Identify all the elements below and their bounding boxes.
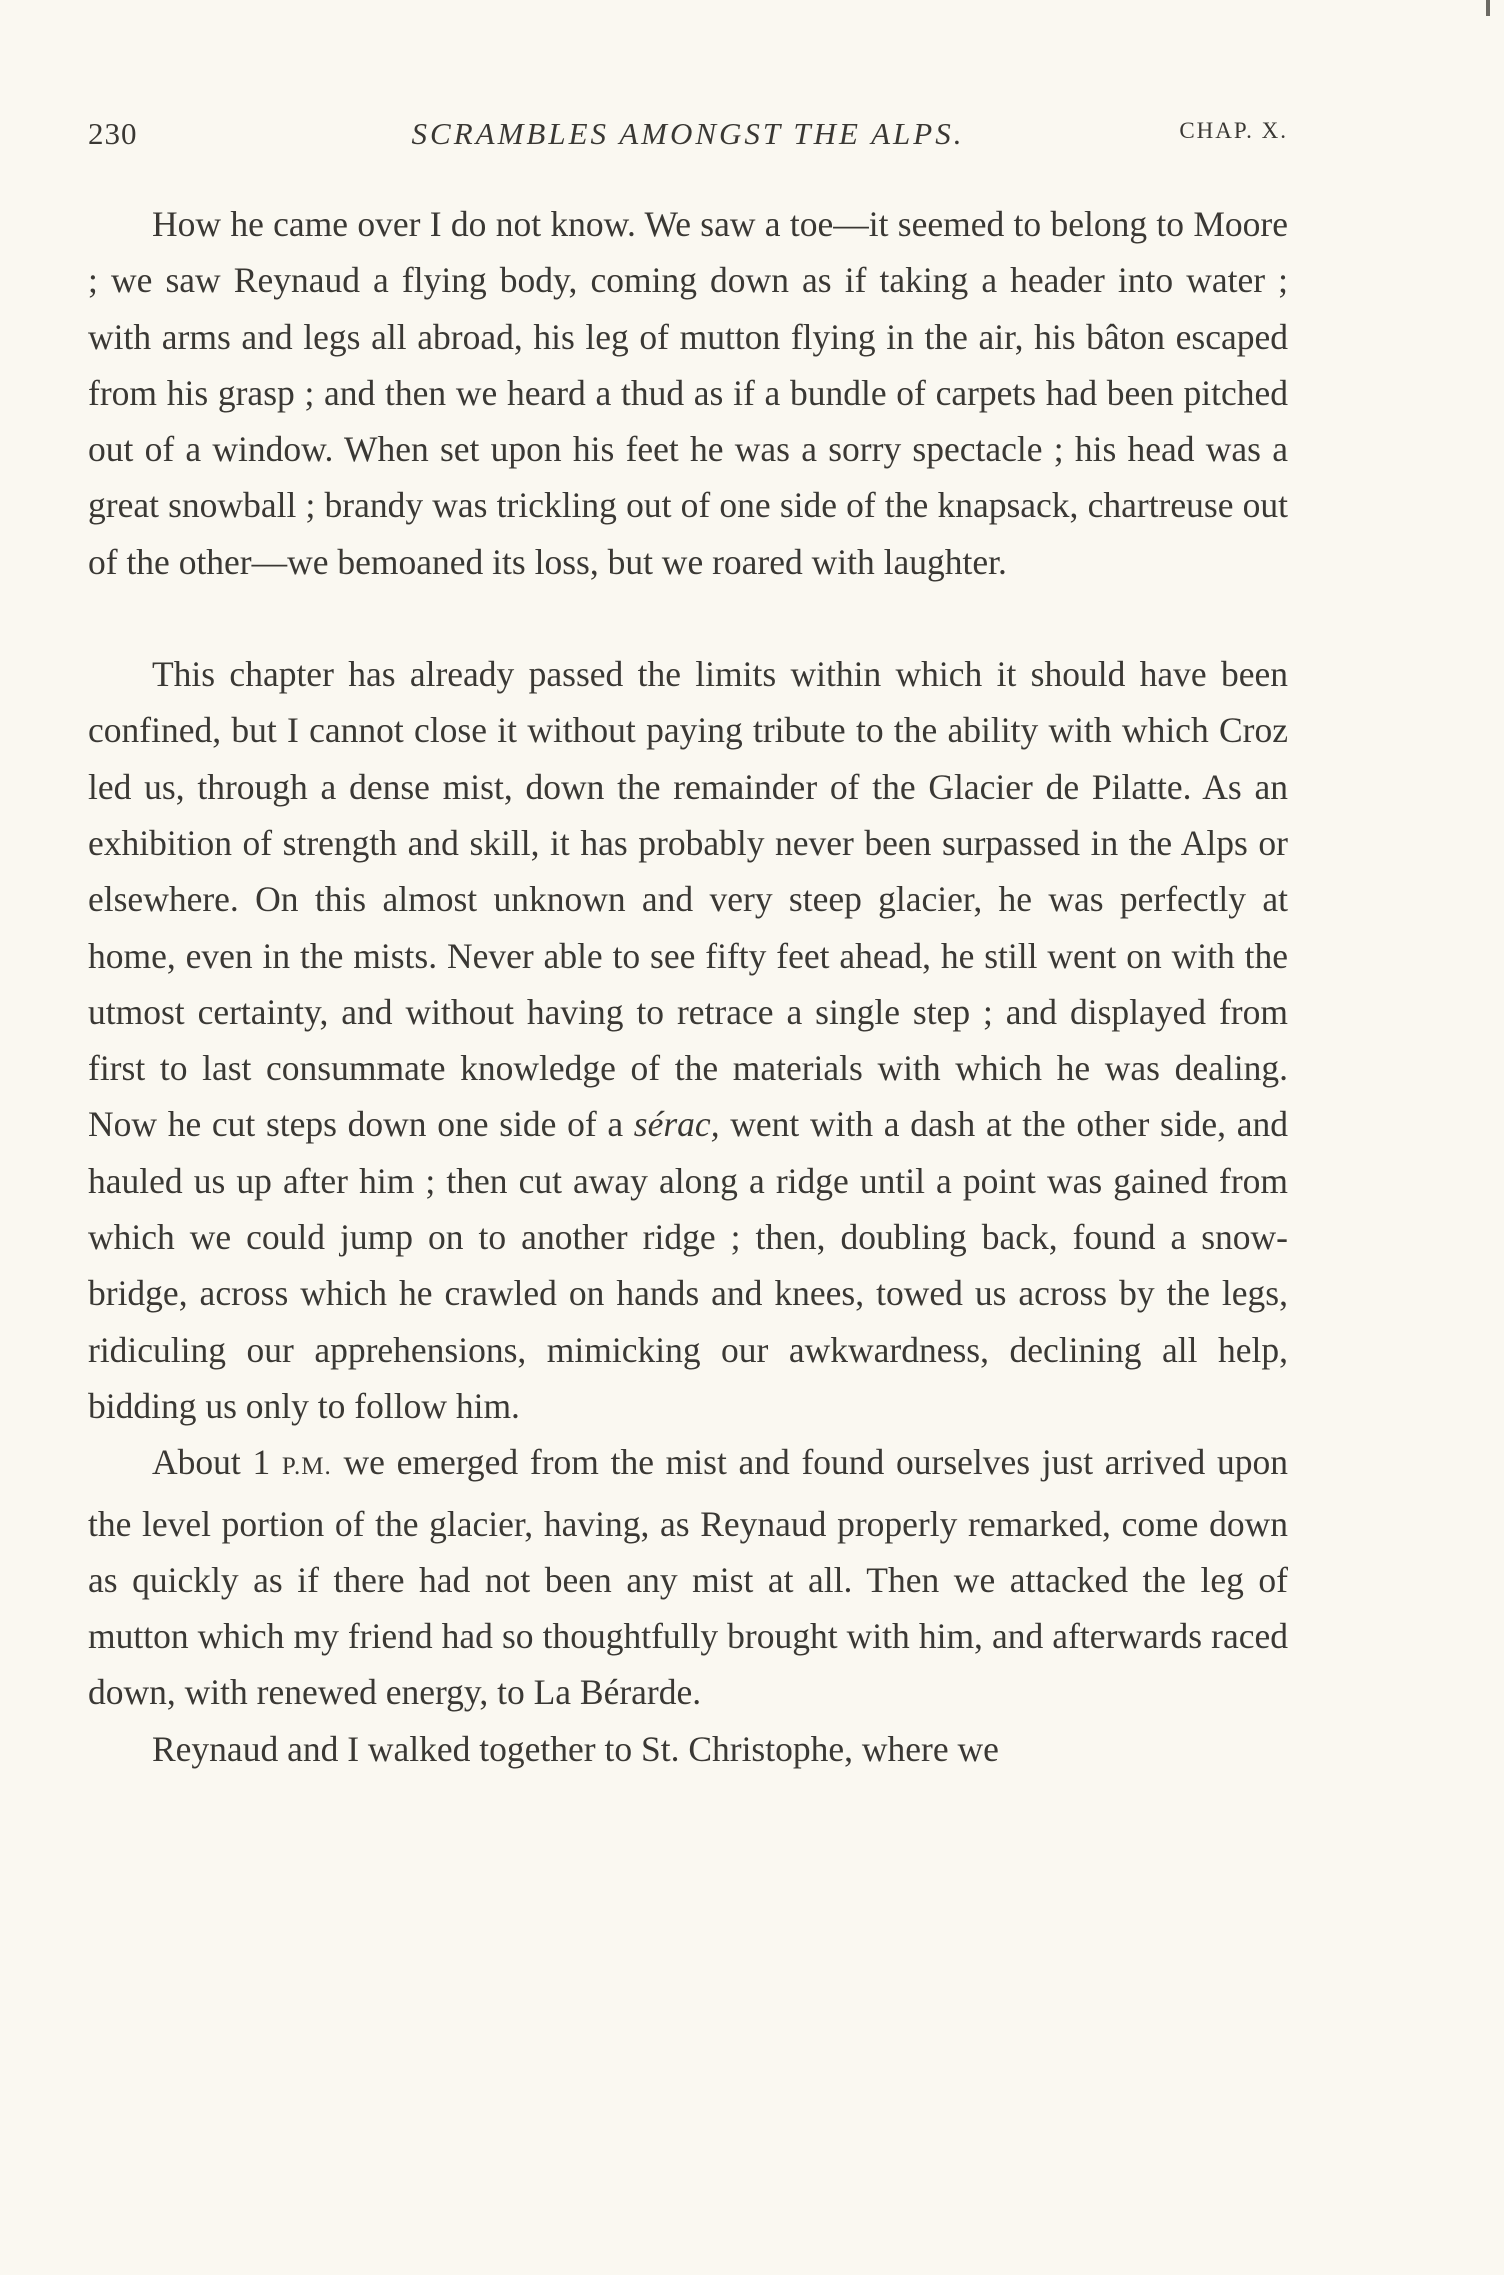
body-text bbox=[88, 196, 1288, 1777]
chapter-reference: CHAP. X. bbox=[1179, 118, 1288, 143]
book-title: SCRAMBLES AMONGST THE ALPS. bbox=[411, 116, 965, 151]
paragraph-1: How he came over I do not know. We saw a toe—it seemed to belong to Moore ; we saw Reynaud a flying body, coming down as if taking a header into water ; with arms and legs all abroad, his leg of mutton flying in the air, his bâton escaped from his grasp ; and then we heard a thud as if a bundle of carpets had been pitched out of a window. When set upon his feet he was a sorry spectacle ; his head was a great snowball ; brandy was trickling out of one side of the knapsack, chartreuse out of the other—we bemoaned its loss, but we roared with laughter. bbox=[88, 204, 1288, 582]
time-pm: P.M. bbox=[281, 1453, 332, 1481]
page-number: 230 bbox=[88, 116, 138, 151]
paragraph-3-part-1: About 1 bbox=[152, 1442, 282, 1483]
serac-term: sérac, bbox=[633, 1104, 720, 1145]
paragraph-3 bbox=[88, 1434, 1288, 1720]
paragraph-3-part-2: we emerged from the mist and found ourselves just arrived upon the level portion of the glacier, having, as Reynaud properly remarked, come down as quickly as if there had not been any mist at all. Then we attacked the leg of mutton which my friend had so thoughtfully brought with him, and afterwards raced down, with renewed energy, to La Bérarde. bbox=[88, 1442, 1288, 1713]
scan-speck bbox=[1486, 0, 1490, 16]
paragraph-4: Reynaud and I walked together to St. Christophe, where we bbox=[152, 1728, 999, 1769]
book-page bbox=[88, 0, 1288, 2275]
paragraph-2 bbox=[88, 646, 1288, 1434]
paragraph-2-part-2: went with a dash at the other side, and hauled us up after him ; then cut away along a ridge until a point was gained from which we could jump on to another ridge ; then, doubling back, found a snow-bridge, across which he crawled on hands and knees, towed us across by the legs, ridiculing our apprehensions, mimicking our awkwardness, declining all help, bidding us only to follow him. bbox=[88, 1104, 1288, 1426]
paragraph-2-part-1: This chapter has already passed the limits within which it should have been confined, but I cannot close it without paying tribute to the ability with which Croz led us, through a dense mist, down the remainder of the Glacier de Pilatte. As an exhibition of strength and skill, it has probably never been surpassed in the Alps or elsewhere. On this almost unknown and very steep glacier, he was perfectly at home, even in the mists. Never able to see fifty feet ahead, he still went on with the utmost certainty, and without having to retrace a single step ; and displayed from first to last consummate knowledge of the materials with which he was dealing. Now he cut steps down one side of a bbox=[88, 654, 1288, 1145]
running-head bbox=[88, 116, 1288, 156]
